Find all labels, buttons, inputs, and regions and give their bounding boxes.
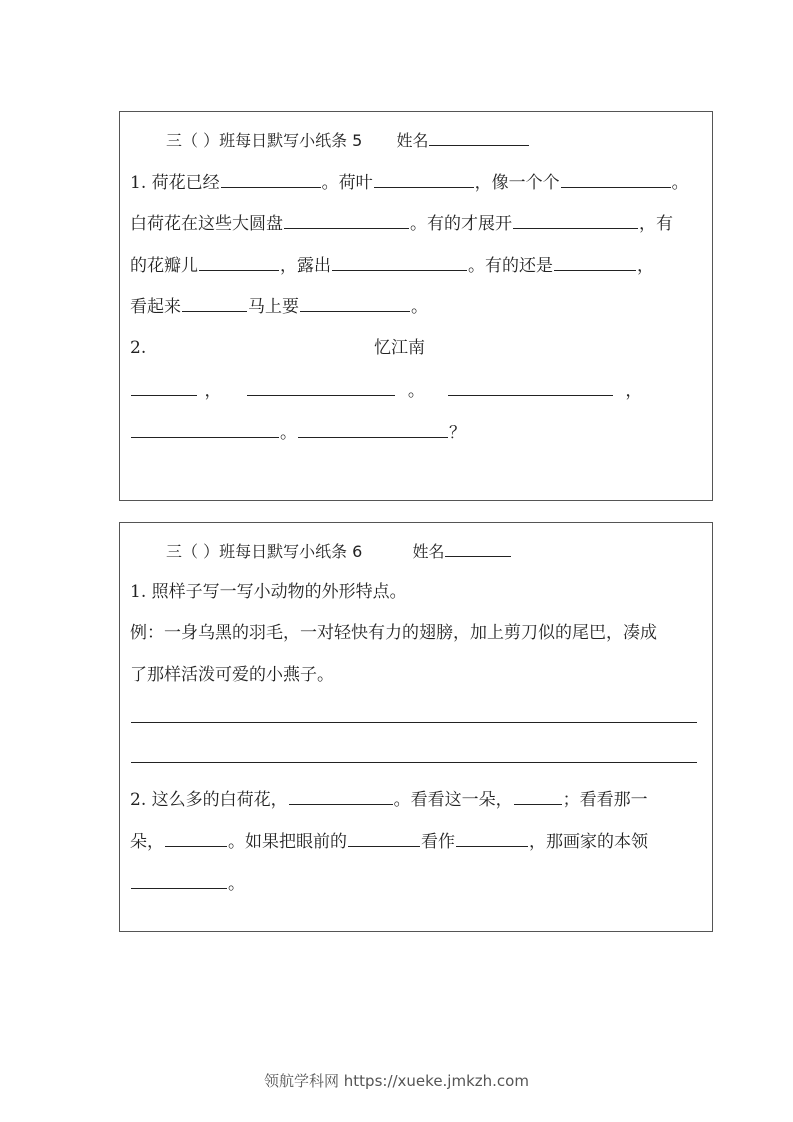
q1-line-1: 1. 荷花已经 。荷叶 ，像一个个 。 [130, 173, 689, 193]
fill-blank[interactable] [182, 295, 247, 312]
footer-watermark: 领航学科网 https://xueke.jmkzh.com [264, 1072, 529, 1090]
slip-header [166, 129, 529, 152]
fill-blank[interactable] [298, 421, 448, 438]
fill-blank[interactable] [348, 830, 420, 847]
fill-blank[interactable] [332, 254, 467, 271]
q1-line-4: 看起来 马上要 。 [130, 297, 428, 317]
q1-line-2: 白荷花在这些大圆盘 。有的才展开 ，有 [130, 214, 673, 234]
fill-blank[interactable] [221, 171, 321, 188]
slip-header [166, 540, 511, 563]
dictation-slip-6 [119, 522, 713, 932]
fill-blank[interactable] [561, 171, 671, 188]
fill-blank[interactable] [131, 872, 227, 889]
slip-title: 三（ ）班每日默写小纸条 6 [166, 542, 363, 561]
poem-line-1: ， 。 ， [130, 379, 654, 402]
answer-blank[interactable] [131, 706, 697, 723]
poem-line-2: 。 ？ [130, 421, 466, 444]
dictation-slip-5 [119, 111, 713, 501]
fill-blank[interactable] [300, 295, 410, 312]
fill-blank[interactable] [131, 421, 279, 438]
fill-blank[interactable] [131, 379, 197, 396]
q2-line-3: 。 [130, 872, 245, 895]
fill-blank[interactable] [514, 788, 562, 805]
fill-blank[interactable] [456, 830, 528, 847]
slip-title: 三（ ）班每日默写小纸条 5 [166, 131, 363, 150]
fill-blank[interactable] [199, 254, 279, 271]
fill-blank[interactable] [284, 212, 409, 229]
answer-line-1 [130, 706, 698, 729]
q2-line-2: 朵， 。如果把眼前的 看作 ，那画家的本领 [130, 832, 648, 852]
q2-line-1: 2. 这么多的白荷花， 。看看这一朵， ；看看那一 [130, 790, 648, 810]
q1-line-3: 的花瓣儿 ，露出 。有的还是 ， [130, 256, 654, 276]
name-blank[interactable] [445, 540, 511, 557]
poem-title: 忆江南 [374, 338, 425, 358]
fill-blank[interactable] [247, 379, 395, 396]
fill-blank[interactable] [513, 212, 638, 229]
name-label: 姓名 [396, 131, 429, 150]
fill-blank[interactable] [554, 254, 636, 271]
name-blank[interactable] [429, 129, 529, 146]
q1-prompt: 1. 照样子写一写小动物的外形特点。 [130, 582, 407, 602]
fill-blank[interactable] [289, 788, 393, 805]
example-line-1: 例：一身乌黑的羽毛，一对轻快有力的翅膀，加上剪刀似的尾巴，凑成 [130, 623, 657, 643]
fill-blank[interactable] [374, 171, 474, 188]
answer-line-2 [130, 746, 698, 769]
name-label: 姓名 [412, 542, 445, 561]
answer-blank[interactable] [131, 746, 697, 763]
example-line-2: 了那样活泼可爱的小燕子。 [130, 665, 334, 685]
fill-blank[interactable] [448, 379, 613, 396]
q2-number: 2. [130, 338, 147, 358]
fill-blank[interactable] [165, 830, 227, 847]
